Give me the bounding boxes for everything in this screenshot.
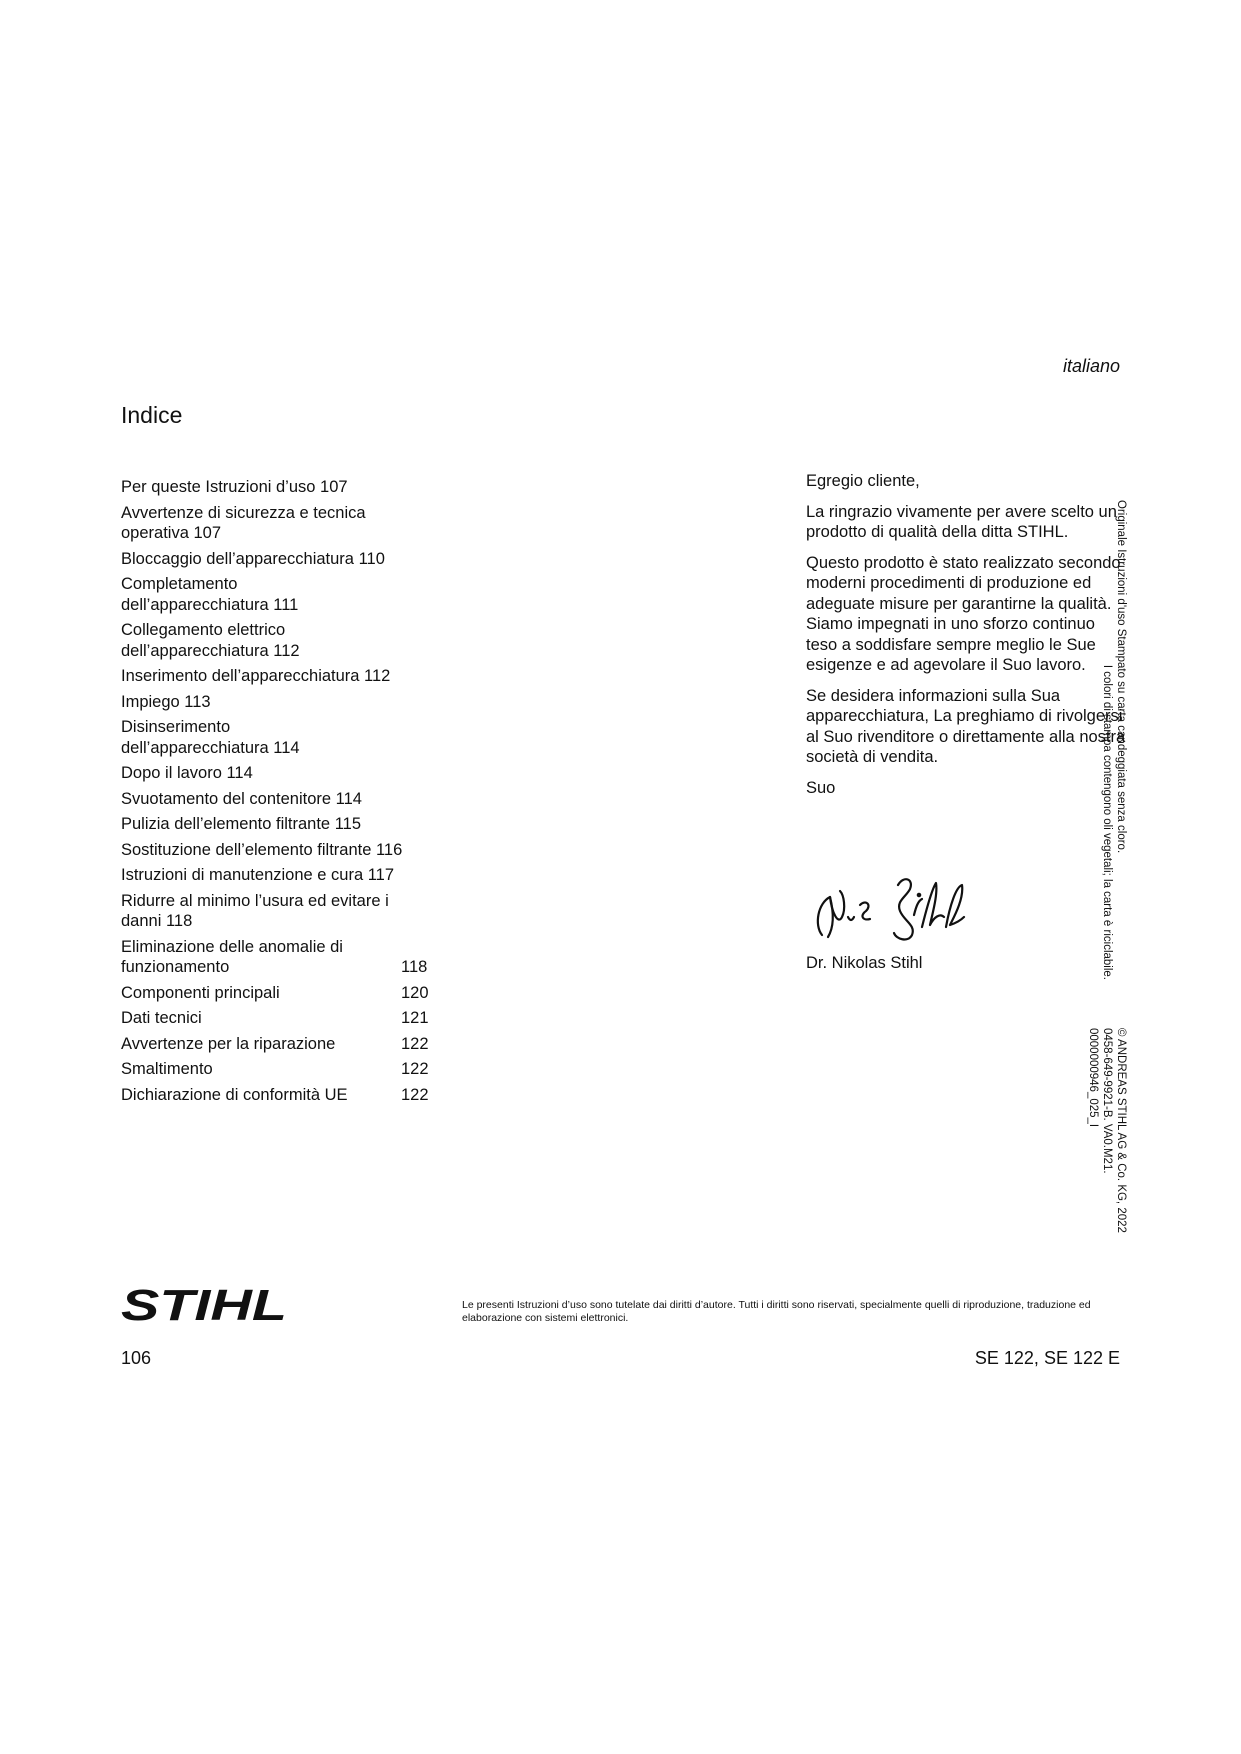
- toc-item-text: Istruzioni di manutenzione e cura 117: [121, 866, 395, 884]
- stihl-logo-icon: [121, 1285, 291, 1325]
- toc-item-text: Disinserimento dell’apparecchiatura 114: [121, 718, 300, 757]
- toc-item[interactable]: [121, 840, 441, 861]
- toc-item-text: Completamento dell’apparecchiatura 111: [121, 575, 299, 614]
- toc-item-text: Bloccaggio dell’apparecchiatura 110: [121, 549, 385, 568]
- toc-item-text: Impiego 113: [121, 692, 211, 711]
- toc-item-text: Inserimento dell’apparecchiatura 112: [121, 667, 391, 685]
- page-title: Indice: [121, 402, 183, 428]
- signature-image: [800, 855, 970, 965]
- toc-item[interactable]: [121, 503, 391, 544]
- toc-item[interactable]: [121, 763, 441, 784]
- toc-item[interactable]: [121, 620, 321, 661]
- side-note-line: I colori di stampa contengono oli vegetali; la carta è riciclabile.: [1101, 664, 1113, 980]
- toc-item-text: Dichiarazione di conformità UE: [121, 1085, 348, 1104]
- side-note-copyright: 0458-649-9921-B. VA0.M21.: [1101, 1028, 1113, 1174]
- toc-item[interactable]: [121, 549, 441, 570]
- toc-item[interactable]: [121, 1034, 441, 1055]
- toc-item-page: 121: [401, 1009, 429, 1027]
- toc-item[interactable]: [121, 477, 441, 498]
- toc-item-text: Collegamento elettrico dell’apparecchiatura 112: [121, 621, 300, 660]
- copyright-notice: Le presenti Istruzioni d’uso sono tutelate dai diritti d’autore. Tutti i diritti sono riservati, specialmente quelli di riproduzione, traduzione ed elaborazione con sistemi elettronici.: [462, 1299, 1091, 1324]
- side-note-copyright: 0000000946_025_I: [1087, 1028, 1099, 1128]
- toc-item[interactable]: [121, 666, 441, 687]
- letter-closing: Suo: [806, 778, 836, 797]
- toc-item-text: Dati tecnici: [121, 1009, 202, 1027]
- toc-item[interactable]: [121, 814, 441, 835]
- toc-item-text: Avvertenze per la riparazione: [121, 1034, 336, 1053]
- toc-item-page: 122: [401, 1085, 429, 1104]
- toc-item-page: 118: [401, 958, 428, 976]
- toc-item-text: Smaltimento: [121, 1060, 213, 1078]
- toc-item[interactable]: [121, 937, 441, 978]
- toc-item[interactable]: [121, 1059, 441, 1080]
- side-note: [1028, 500, 1128, 1260]
- toc-item-text: Ridurre al minimo l’usura ed evitare i danni 118: [121, 891, 389, 930]
- toc-item[interactable]: [121, 865, 441, 886]
- side-note-line: Originale Istruzioni d'uso Stampato su carta candeggiata senza cloro.: [1115, 500, 1127, 854]
- toc-item[interactable]: [121, 574, 321, 615]
- toc-item-page: 120: [401, 983, 429, 1002]
- toc-item-text: Dopo il lavoro 114: [121, 764, 253, 782]
- letter-paragraph: La ringrazio vivamente per avere scelto un prodotto di qualità della ditta STIHL.: [806, 502, 1117, 541]
- stihl-logo: [121, 1285, 291, 1325]
- handwritten-signature-icon: [800, 855, 970, 965]
- letter-salutation: Egregio cliente,: [806, 472, 920, 490]
- toc-item-text: Componenti principali: [121, 983, 280, 1002]
- toc-item[interactable]: [121, 891, 406, 932]
- toc-item-text: Eliminazione delle anomalie di funzionamento: [121, 937, 343, 976]
- page-number: 106: [121, 1348, 152, 1368]
- toc-item-text: Per queste Istruzioni d’uso 107: [121, 478, 348, 496]
- signer-name: Dr. Nikolas Stihl: [806, 954, 923, 972]
- toc-item[interactable]: [121, 692, 441, 713]
- toc-item-page: 122: [401, 1060, 429, 1078]
- side-note-copyright: © ANDREAS STIHL AG & Co. KG, 2022: [1115, 1028, 1127, 1233]
- toc-item-page: 122: [401, 1034, 429, 1053]
- letter-paragraph: Se desidera informazioni sulla Sua apparecchiatura, La preghiamo di rivolgersi al Suo rivenditore o direttamente alla nostra società di vendita.: [806, 686, 1126, 766]
- toc-item-text: Svuotamento del contenitore 114: [121, 789, 362, 808]
- toc-item[interactable]: [121, 717, 321, 758]
- table-of-contents: [121, 477, 441, 1110]
- toc-item-text: Avvertenze di sicurezza e tecnica operativa 107: [121, 503, 366, 542]
- toc-item[interactable]: [121, 983, 441, 1004]
- svg-text:STIHL: STIHL: [121, 1285, 287, 1325]
- letter-paragraph: Questo prodotto è stato realizzato secondo moderni procedimenti di produzione ed adeguate misure per garantirne la qualità. Siamo impegnati in uno sforzo continuo teso a soddisfare sempre meglio le Sue esigenze e ad agevolare il Suo lavoro.: [806, 553, 1121, 674]
- model-name: SE 122, SE 122 E: [974, 1348, 1120, 1368]
- toc-item-text: Pulizia dell’elemento filtrante 115: [121, 815, 361, 833]
- toc-item[interactable]: [121, 789, 441, 810]
- language-label: italiano: [1062, 356, 1120, 376]
- toc-item[interactable]: [121, 1085, 441, 1106]
- toc-item-text: Sostituzione dell’elemento filtrante 116: [121, 840, 403, 859]
- toc-item[interactable]: [121, 1008, 441, 1029]
